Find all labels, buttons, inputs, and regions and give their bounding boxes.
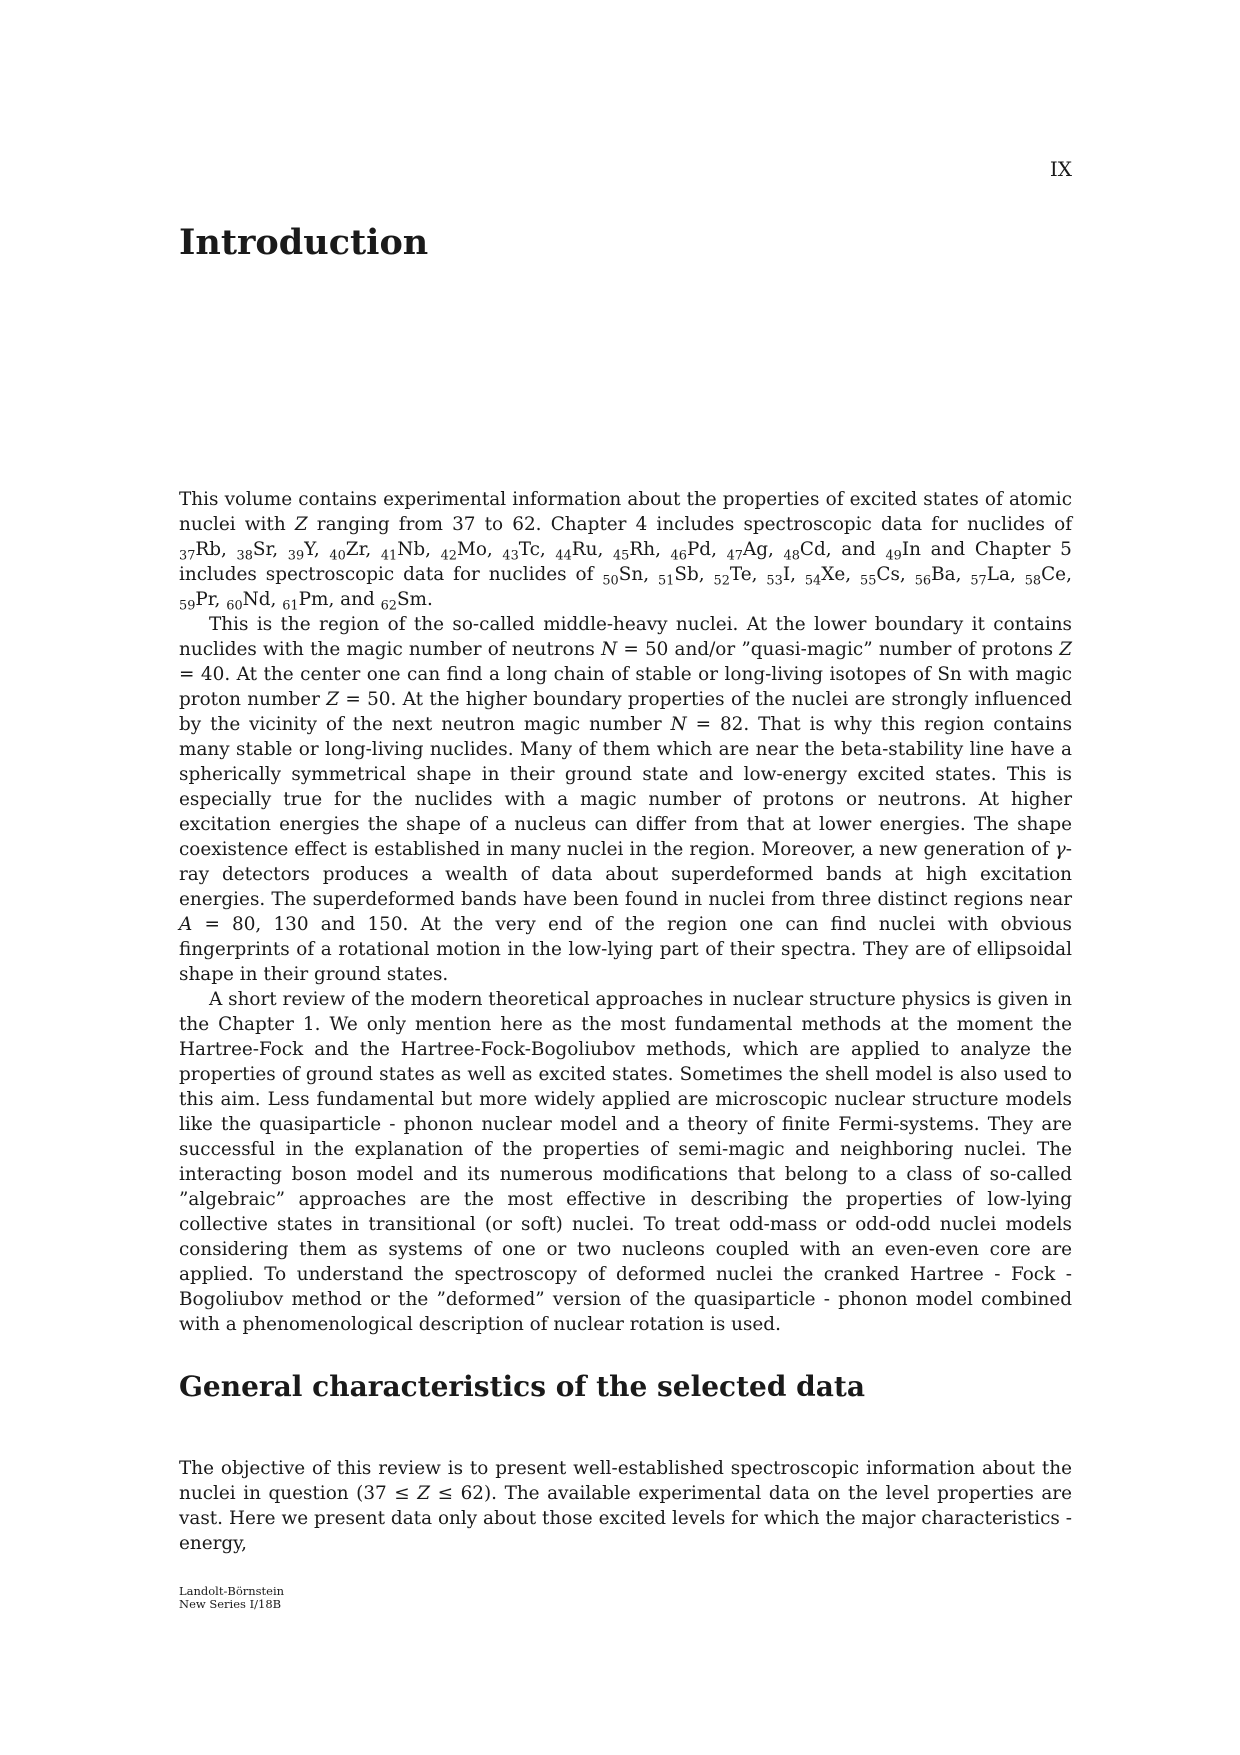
atomic-number: 37 [179, 548, 196, 564]
element-symbol: Tc [518, 539, 540, 560]
atomic-number: 50 [602, 573, 619, 589]
separator: , [1066, 564, 1072, 585]
separator: , [655, 539, 671, 560]
element-symbol: Nd [242, 589, 271, 610]
nuclide [380, 539, 441, 564]
separator: , [711, 539, 727, 560]
element-symbol: Ag [742, 539, 769, 560]
atomic-number: 40 [329, 548, 346, 564]
footer-line-publisher: Landolt-Börnstein [179, 1584, 285, 1598]
element-symbol: Rb [195, 539, 222, 560]
atomic-number: 46 [670, 548, 687, 564]
nuclide [179, 589, 227, 614]
atomic-number: 38 [236, 548, 253, 564]
element-symbol: Te [729, 564, 752, 585]
separator: , [486, 539, 503, 560]
atomic-number: 48 [783, 548, 800, 564]
nuclide [287, 539, 330, 564]
separator: , [597, 539, 613, 560]
general-paragraph-1: The objective of this review is to present well-established spectroscopic information about the nuclei in question (37 ≤ Z ≤ 62). The available experimental data on the level properties are vast. Here we present data only about those excited levels for which the major characteristics - energy, [179, 1458, 1072, 1554]
intro-paragraph-1: This volume contains experimental information about the properties of excited states of atomic nuclei with Z ranging from 37 to 62. Chapter 4 includes spectroscopic data for nuclides of $_{37}$Rb, $_{38}$Sr, $_{39}$Y, $_{40}$Zr, $_{41}$Nb, $_{42}$Mo, $_{43}$Tc, $_{44}$Ru, $_{45}$Rh, $_{46}$Pd, $_{47}$Ag, $_{48}$Cd, and $_{49}$In and Chapter 5 includes spectroscopic data for nuclides of $_{50}$Sn, $_{51}$Sb, $_{52}$Te, $_{53}$I, $_{54}$Xe, $_{55}$Cs, $_{56}$Ba, $_{57}$La, $_{58}$Ce, $_{59}$Pr, $_{60}$Nd, $_{61}$Pm, and $_{62}$Sm. [179, 489, 1073, 614]
atomic-number: 39 [287, 548, 305, 564]
footer-publisher [179, 1585, 284, 1611]
separator: , [270, 589, 283, 610]
nuclide [612, 539, 671, 564]
atomic-number: 52 [713, 573, 730, 589]
section-heading-introduction: Introduction [179, 222, 429, 263]
separator: , [643, 564, 658, 585]
separator: , [539, 539, 556, 560]
element-symbol: Cs [876, 564, 900, 585]
atomic-number: 49 [885, 548, 902, 564]
nuclide [713, 564, 767, 589]
atomic-number: 43 [502, 548, 519, 564]
separator: , [272, 539, 288, 560]
element-symbol: Nb [397, 539, 426, 560]
separator: , [845, 564, 861, 585]
separator: , [221, 539, 237, 560]
nuclide [380, 589, 433, 614]
general-characteristics-text [179, 1456, 1072, 1556]
separator: , [751, 564, 767, 585]
separator: , and [328, 589, 381, 610]
atomic-number: 42 [440, 548, 457, 564]
atomic-number: 47 [726, 548, 743, 564]
separator: , [899, 564, 915, 585]
nuclide [783, 539, 886, 564]
nuclide [860, 564, 915, 589]
nuclide [555, 539, 613, 564]
separator: , and [825, 539, 886, 560]
element-symbol: Rh [629, 539, 656, 560]
element-symbol: Xe [821, 564, 846, 585]
nuclide [179, 539, 237, 564]
separator: , [425, 539, 441, 560]
element-symbol: Cd [799, 539, 826, 560]
element-symbol: Pm [298, 589, 329, 610]
atomic-number: 45 [612, 548, 630, 564]
separator: , [1009, 564, 1025, 585]
atomic-number: 60 [226, 598, 243, 614]
element-symbol: Ba [931, 564, 956, 585]
footer-line-series: New Series I/18B [179, 1597, 282, 1611]
nuclide [914, 564, 971, 589]
atomic-number: 51 [657, 573, 675, 589]
element-symbol: Ru [571, 539, 598, 560]
atomic-number: 61 [282, 598, 299, 614]
element-symbol: Sn [618, 564, 644, 585]
separator: , [313, 539, 330, 560]
separator: , [365, 539, 381, 560]
element-symbol: In [901, 539, 921, 560]
element-symbol: Sr [252, 539, 273, 560]
atomic-number: 58 [1024, 573, 1042, 589]
atomic-number: 59 [179, 598, 196, 614]
atomic-number: 57 [970, 573, 987, 589]
nuclide [329, 539, 381, 564]
nuclide [502, 539, 556, 564]
element-symbol: Pr [195, 589, 215, 610]
element-symbol: Zr [345, 539, 366, 560]
element-symbol: Y [304, 539, 314, 560]
nuclide [970, 564, 1025, 589]
atomic-number: 54 [804, 573, 822, 589]
element-symbol: Mo [456, 539, 487, 560]
page-number: IX [1049, 157, 1072, 181]
atomic-number: 55 [860, 573, 877, 589]
section-heading-general-characteristics: General characteristics of the selected data [179, 1370, 865, 1403]
nuclide [670, 539, 727, 564]
element-symbol: Ce [1041, 564, 1067, 585]
separator: . [427, 589, 433, 610]
nuclide [657, 564, 714, 589]
separator: , [790, 564, 805, 585]
element-symbol: Sb [674, 564, 699, 585]
separator: , [768, 539, 784, 560]
nuclide [766, 564, 805, 589]
atomic-number: 53 [766, 573, 783, 589]
atomic-number: 62 [380, 598, 397, 614]
nuclide [726, 539, 784, 564]
separator: , [214, 589, 227, 610]
atomic-number: 44 [555, 548, 572, 564]
intro-paragraph-2: This is the region of the so-called middle-heavy nuclei. At the lower boundary it contains nuclides with the magic number of neutrons N = 50 and/or ”quasi-magic” number of protons Z = 40. At the center one can find a long chain of stable or long-living isotopes of Sn with magic proton number Z = 50. At the higher boundary properties of the nuclei are strongly influenced by the vicinity of the next neutron magic number N = 82. That is why this region contains many stable or long-living nuclides. Many of them which are near the beta-stability line have a spherically symmetrical shape in their ground state and low-energy excited states. This is especially true for the nuclides with a magic number of protons or neutrons. At higher excitation energies the shape of a nucleus can differ from that at lower energies. The shape coexistence effect is established in many nuclei in the region. Moreover, a new generation of γ-ray detectors produces a wealth of data about superdeformed bands at high excitation energies. The superdeformed bands have been found in nuclei from three distinct regions near A = 80, 130 and 150. At the very end of the region one can find nuclei with obvious fingerprints of a rotational motion in the low-lying part of their spectra. They are of ellipsoidal shape in their ground states. [179, 614, 1073, 985]
separator: , [698, 564, 714, 585]
nuclide [1024, 564, 1072, 589]
nuclide [804, 564, 861, 589]
atomic-number: 41 [380, 548, 398, 564]
nuclide [282, 589, 381, 614]
element-symbol: Pd [686, 539, 712, 560]
element-symbol: Sm [396, 589, 427, 610]
nuclide [885, 539, 921, 564]
intro-paragraph-3: A short review of the modern theoretical approaches in nuclear structure physics is given in the Chapter 1. We only mention here as the most fundamental methods at the moment the Hartree-Fock and the Hartree-Fock-Bogoliubov methods, which are applied to analyze the properties of ground states as well as excited states. Sometimes the shell model is also used to this aim. Less fundamental but more widely applied are microscopic nuclear structure models like the quasiparticle - phonon nuclear model and a theory of finite Fermi-systems. They are successful in the explanation of the properties of semi-magic and neighboring nuclei. The interacting boson model and its numerous modifications that belong to a class of so-called ”algebraic” approaches are the most effective in describing the properties of low-lying collective states in transitional (or soft) nuclei. To treat odd-mass or odd-odd nuclei models considering them as systems of one or two nucleons coupled with an even-even core are applied. To understand the spectroscopy of deformed nuclei the cranked Hartree - Fock - Bogoliubov method or the ”deformed” version of the quasiparticle - phonon model combined with a phenomenological description of nuclear rotation is used. [179, 989, 1072, 1335]
element-symbol: La [986, 564, 1010, 585]
nuclide [226, 589, 283, 614]
atomic-number: 56 [914, 573, 932, 589]
introduction-text [179, 487, 1072, 1337]
nuclide [440, 539, 503, 564]
element-symbol: I [782, 564, 791, 585]
nuclide [602, 564, 658, 589]
chapter4-nuclide-list [179, 539, 921, 564]
separator: , [955, 564, 971, 585]
nuclide [236, 539, 288, 564]
